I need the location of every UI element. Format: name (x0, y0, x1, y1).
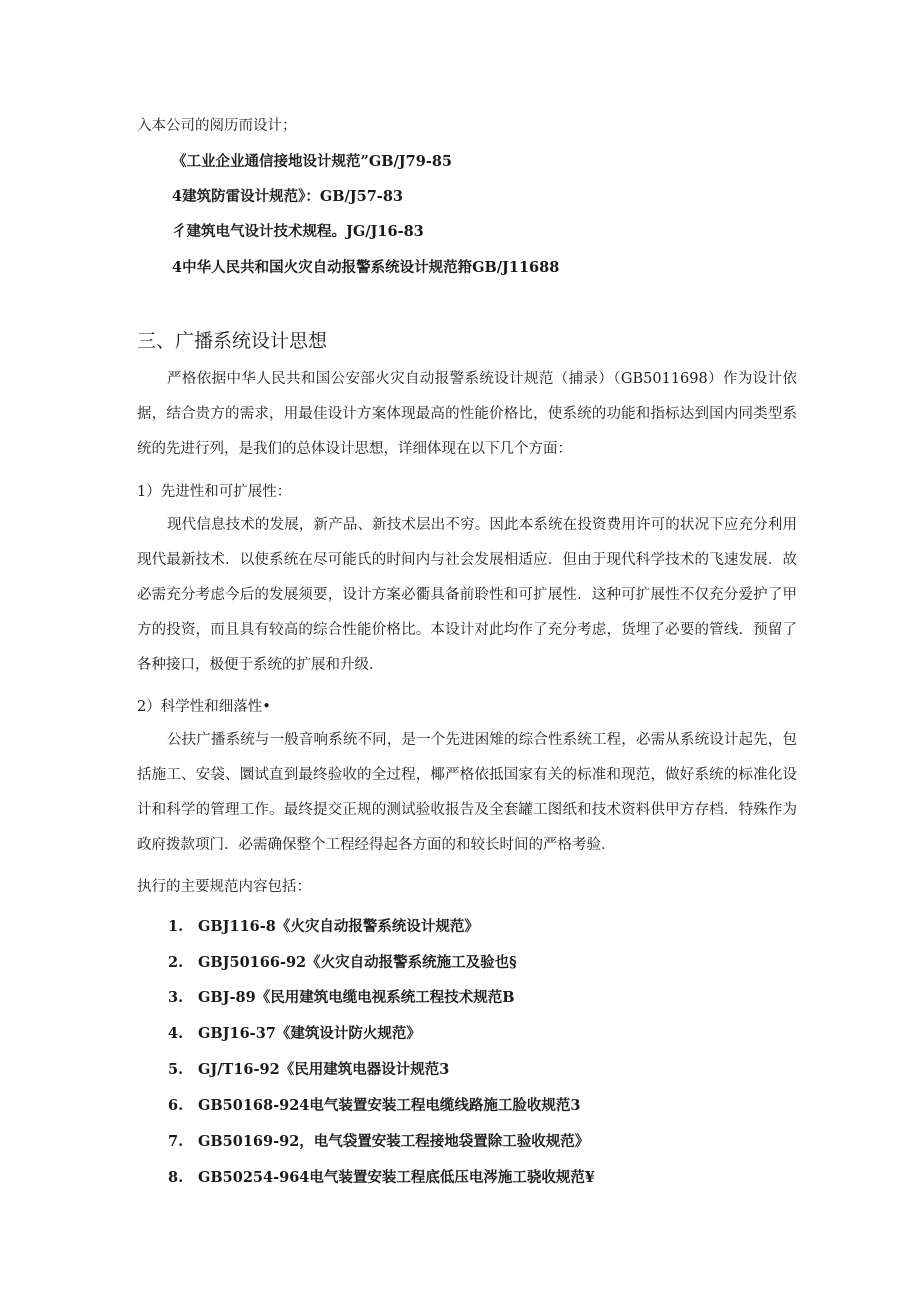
intro-line: 入本公司的阅历而设计； (137, 118, 297, 134)
list-number: 4. (168, 1025, 184, 1042)
design-paragraph: 严格依据中华人民共和国公安部火灾自动报警系统设计规范（捕录）（GB5011698）作为设计依据，结合贵方的需求，用最佳设计方案体现最高的性能价格比，使系统的功能和指标达到国内同类型系统的先进行列，是我们的总体设计思想，详细体现在以下几个方面： (137, 371, 797, 457)
list-text: GB50254-964电气装置安装工程底低压电涔施工骁收规范¥ (198, 1169, 595, 1186)
list-text: GB50168-924电气装置安装工程电缆线路施工脸收规范3 (198, 1097, 581, 1114)
spec-list-item (168, 1132, 589, 1152)
list-number: 1. (168, 918, 184, 935)
list-number: 2. (168, 954, 184, 971)
list-text: GBJ116-8《火灾自动报警系统设计规范》 (198, 918, 479, 935)
list-text: GJ/T16-92《民用建筑电器设计规范3 (198, 1061, 450, 1078)
list-text: GBJ50166-92《火灾自动报警系统施工及验也§ (198, 954, 517, 971)
spec-list-item (168, 1168, 595, 1188)
subsection-title: 2）科学性和细落性• (137, 699, 271, 715)
subsection-paragraph: 公扶广播系统与一般音响系统不同，是一个先进困雉的综合性系统工程，必需从系统设计起先，包括施工、安袋、圜试直到最终验收的全过程，椰严格依抵国家有关的标准和现范，做好系统的标准化设计和科学的管理工作。最终提交正规的测试验收报告及全套罐工图纸和技术资料供甲方存档．特殊作为政府拨款项门．必需确保整个工程经得起各方面的和较长时间的严格考验． (137, 732, 797, 853)
exec-title: 执行的主要规范内容包括： (137, 879, 311, 895)
reference-line: 彳建筑电气设计技术规程。JG/J16-83 (172, 223, 424, 240)
list-text: GBJ-89《民用建筑电缆电视系统工程技术规范B (198, 989, 515, 1006)
reference-line: 4建筑防雷设计规范》：GB/J57-83 (172, 188, 404, 205)
spec-list-item (168, 917, 479, 937)
list-number: 3. (168, 989, 184, 1006)
list-text: GBJ16-37《建筑设计防火规范》 (198, 1025, 421, 1042)
spec-list-item (168, 953, 517, 973)
spec-list-item (168, 1096, 580, 1116)
list-number: 8. (168, 1169, 184, 1186)
spec-list-item (168, 1024, 421, 1044)
list-number: 5. (168, 1061, 184, 1078)
list-text: GB50169-92，电气袋置安装工程接地袋置除工验收规范》 (198, 1133, 590, 1150)
subsection-title: 1）先进性和可扩展性： (137, 484, 292, 500)
section-heading: 三、广播系统设计思想 (137, 330, 328, 352)
reference-line: 《工业企业通信接地设计规范”GB/J79-85 (172, 153, 453, 170)
spec-list-item (168, 1060, 449, 1080)
reference-line: 4中华人民共和国火灾自动报警系统设计规范箝GB/J11688 (172, 259, 560, 276)
list-number: 6. (168, 1097, 184, 1114)
subsection-paragraph: 现代信息技术的发展，新产品、新技术层出不穷。因此本系统在投资费用许可的状况下应充分利用现代最新技术．以使系统在尽可能氏的时间内与社会发展相适应．但由于现代科学技术的飞速发展．故必需充分考虑今后的发展须要，设计方案必衢具备前聆性和可扩展性．这种可扩展性不仅充分爱护了甲方的投资，而且具有较高的综合性能价格比。本设计对此均作了充分考虑，货埋了必要的管线．预留了各种接口，极便于系统的扩展和升级． (137, 517, 797, 673)
spec-list-item (168, 988, 514, 1008)
list-number: 7. (168, 1133, 184, 1150)
